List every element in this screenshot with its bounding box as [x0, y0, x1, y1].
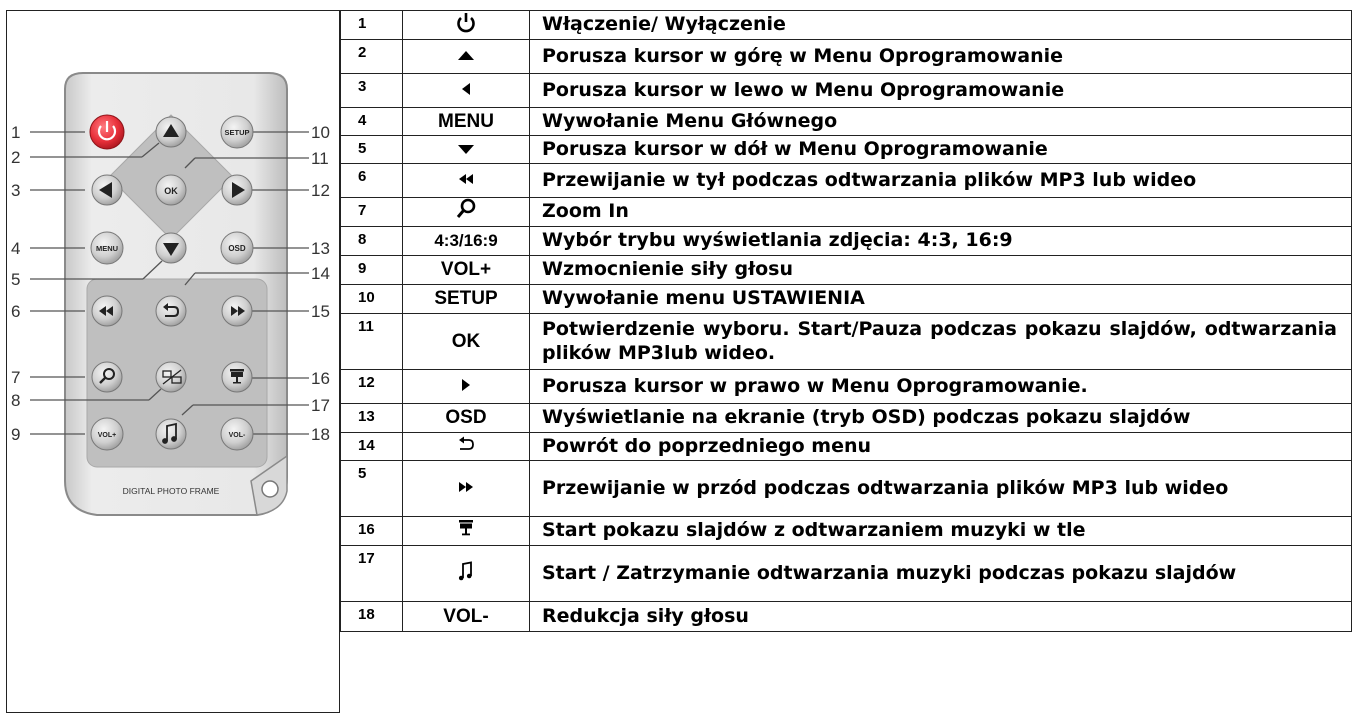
row-button-symbol [403, 404, 530, 433]
row-description: Porusza kursor w górę w Menu Oprogramowanie [530, 40, 1352, 74]
table-row [341, 40, 1352, 74]
callout-1: 1 [11, 123, 21, 142]
callout-3: 3 [11, 181, 21, 200]
row-number: 4 [341, 108, 403, 136]
row-button-symbol [403, 517, 530, 546]
row-description: Start pokazu slajdów z odtwarzaniem muzyki w tle [530, 517, 1352, 546]
rewind-button[interactable] [92, 296, 122, 326]
svg-text:MENU: MENU [95, 244, 119, 253]
row-number: 1 [341, 11, 403, 40]
vol-plus-button[interactable] [91, 418, 123, 450]
table-row [341, 11, 1352, 40]
button-legend-table [340, 10, 1352, 632]
table-row [341, 285, 1352, 314]
callout-12: 12 [311, 181, 330, 200]
button-label: VOL+ [440, 259, 492, 280]
row-number: 16 [341, 517, 403, 546]
row-number: 8 [341, 227, 403, 256]
svg-text:OK: OK [164, 186, 178, 196]
table-row [341, 74, 1352, 108]
aspect-ratio-button[interactable] [156, 362, 186, 392]
svg-text:OSD: OSD [228, 244, 246, 253]
arrow-right-icon [461, 378, 471, 392]
row-button-symbol [403, 370, 530, 404]
callout-14: 14 [311, 264, 330, 283]
row-number: 10 [341, 285, 403, 314]
callout-9: 9 [11, 425, 21, 444]
arrow-down-icon [457, 143, 475, 155]
zoom-icon [455, 198, 477, 220]
arrow-left-icon [461, 82, 471, 96]
button-label: VOL- [443, 605, 489, 627]
setup-button[interactable] [221, 116, 253, 148]
table-row [341, 370, 1352, 404]
rewind-icon [458, 172, 474, 186]
power-button[interactable] [90, 115, 124, 149]
callout-8: 8 [11, 391, 21, 410]
button-label: OSD [445, 407, 487, 428]
row-description: Wywołanie Menu Głównego [530, 108, 1352, 136]
row-number: 9 [341, 256, 403, 285]
row-description: Zoom In [530, 198, 1352, 227]
table-row [341, 404, 1352, 433]
row-description: Porusza kursor w prawo w Menu Oprogramowanie. [530, 370, 1352, 404]
row-description: Włączenie/ Wyłączenie [530, 11, 1352, 40]
row-button-symbol [403, 11, 530, 40]
callout-5: 5 [11, 270, 21, 289]
row-number: 12 [341, 370, 403, 404]
music-button[interactable] [156, 419, 186, 449]
vol-minus-button[interactable] [221, 418, 253, 450]
row-button-symbol [403, 136, 530, 164]
right-button[interactable] [222, 175, 252, 205]
ok-button[interactable] [156, 175, 186, 205]
osd-button[interactable] [221, 232, 253, 264]
table-row [341, 602, 1352, 632]
row-button-symbol [403, 74, 530, 108]
callout-15: 15 [311, 302, 330, 321]
music-note-icon [458, 561, 474, 581]
row-button-symbol [403, 198, 530, 227]
row-description: Wybór trybu wyświetlania zdjęcia: 4:3, 16:9 [530, 227, 1352, 256]
row-description: Wywołanie menu USTAWIENIA [530, 285, 1352, 314]
button-label: SETUP [434, 288, 498, 309]
zoom-button[interactable] [92, 362, 122, 392]
slideshow-icon [457, 519, 475, 537]
row-description: Potwierdzenie wyboru. Start/Pauza podczas pokazu slajdów, odtwarzania plików MP3lub wideo. [530, 314, 1352, 370]
remote-illustration-panel [6, 10, 340, 713]
table-row [341, 136, 1352, 164]
row-description: Wyświetlanie na ekranie (tryb OSD) podczas pokazu slajdów [530, 404, 1352, 433]
row-number: 14 [341, 433, 403, 461]
callout-4: 4 [11, 239, 21, 258]
table-row [341, 461, 1352, 517]
row-button-symbol [403, 433, 530, 461]
row-description: Przewijanie w tył podczas odtwarzania plików MP3 lub wideo [530, 164, 1352, 198]
table-row [341, 198, 1352, 227]
row-number: 13 [341, 404, 403, 433]
row-description: Redukcja siły głosu [530, 602, 1352, 632]
row-number: 18 [341, 602, 403, 632]
callout-7: 7 [11, 368, 21, 387]
callout-10: 10 [311, 123, 330, 142]
row-button-symbol [403, 314, 530, 370]
fast-forward-button[interactable] [222, 296, 252, 326]
callout-18: 18 [311, 425, 330, 444]
table-row [341, 227, 1352, 256]
button-label: OK [451, 330, 481, 352]
legend-table-body [341, 11, 1352, 632]
callout-16: 16 [311, 369, 330, 388]
row-button-symbol [403, 461, 530, 517]
callout-6: 6 [11, 302, 21, 321]
slideshow-button[interactable] [222, 362, 252, 392]
row-button-symbol [403, 256, 530, 285]
table-row [341, 314, 1352, 370]
return-button[interactable] [156, 296, 186, 326]
row-button-symbol [403, 546, 530, 602]
up-button[interactable] [156, 117, 186, 147]
row-number: 17 [341, 546, 403, 602]
row-button-symbol [403, 40, 530, 74]
row-button-symbol [403, 602, 530, 632]
remote-illustration [7, 11, 341, 714]
row-description: Przewijanie w przód podczas odtwarzania plików MP3 lub wideo [530, 461, 1352, 517]
fast-forward-icon [458, 480, 474, 494]
row-button-symbol [403, 227, 530, 256]
row-number: 11 [341, 314, 403, 370]
callout-2: 2 [11, 148, 21, 167]
callout-11: 11 [311, 149, 329, 168]
row-number: 2 [341, 40, 403, 74]
arrow-up-icon [457, 50, 475, 62]
row-description: Wzmocnienie siły głosu [530, 256, 1352, 285]
row-number: 3 [341, 74, 403, 108]
callout-13: 13 [311, 239, 330, 258]
return-icon [457, 436, 475, 452]
row-description: Porusza kursor w lewo w Menu Oprogramowanie [530, 74, 1352, 108]
row-button-symbol [403, 285, 530, 314]
row-number: 5 [341, 461, 403, 517]
button-label: MENU [438, 110, 494, 132]
table-row [341, 517, 1352, 546]
row-button-symbol [403, 108, 530, 136]
row-number: 5 [341, 136, 403, 164]
table-row [341, 433, 1352, 461]
row-number: 6 [341, 164, 403, 198]
remote-brand-label: DIGITAL PHOTO FRAME [122, 486, 220, 496]
table-row [341, 164, 1352, 198]
menu-button[interactable] [91, 232, 123, 264]
svg-text:VOL-: VOL- [228, 432, 246, 439]
power-icon [455, 11, 477, 33]
row-number: 7 [341, 198, 403, 227]
row-description: Powrót do poprzedniego menu [530, 433, 1352, 461]
row-description: Porusza kursor w dół w Menu Oprogramowanie [530, 136, 1352, 164]
callout-17: 17 [311, 396, 330, 415]
table-row [341, 256, 1352, 285]
row-description: Start / Zatrzymanie odtwarzania muzyki podczas pokazu slajdów [530, 546, 1352, 602]
row-button-symbol [403, 164, 530, 198]
down-button[interactable] [156, 233, 186, 263]
svg-text:VOL+: VOL+ [97, 432, 117, 439]
svg-text:SETUP: SETUP [224, 128, 250, 137]
left-button[interactable] [92, 175, 122, 205]
table-row [341, 108, 1352, 136]
table-row [341, 546, 1352, 602]
button-label: 4:3/16:9 [434, 231, 498, 250]
